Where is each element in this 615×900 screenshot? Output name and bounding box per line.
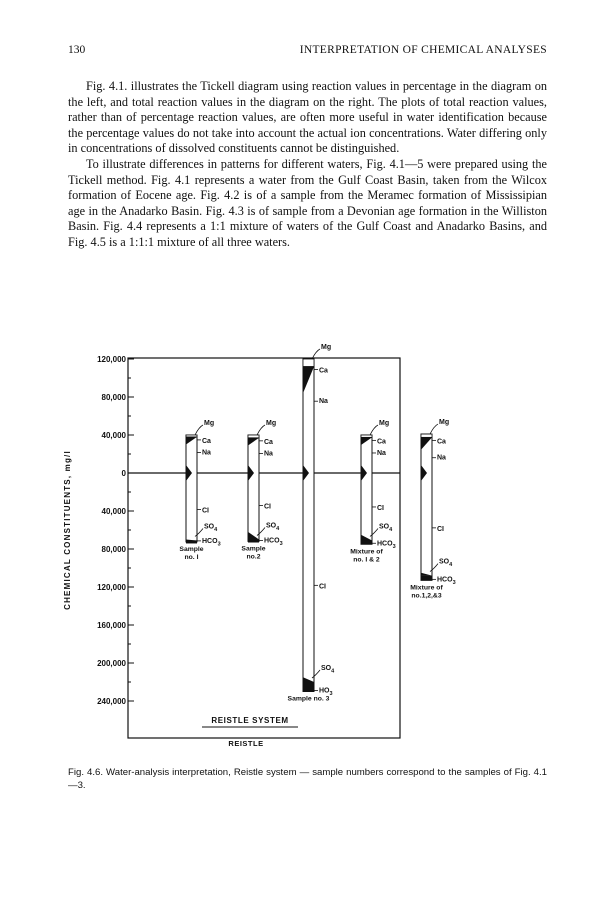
- sample-label: Mixture of: [350, 548, 383, 556]
- y-tick-label: 160,000: [97, 621, 126, 630]
- figure-title: REISTLE SYSTEM: [211, 716, 289, 725]
- hco3-segment: [186, 540, 197, 543]
- sample-label: no. I & 2: [353, 556, 380, 564]
- y-tick-label: 0: [121, 469, 126, 478]
- na-label: Na: [377, 449, 386, 457]
- so4-label: $SO_4$: [321, 665, 335, 675]
- sample-label: no.2: [246, 553, 261, 561]
- na-label: Na: [202, 449, 211, 457]
- hco3-label: $HCO_3$: [377, 540, 396, 550]
- hco3-label: $HCO_3$: [202, 537, 221, 548]
- y-axis-title: CHEMICAL CONSTITUENTS, mg/l: [63, 450, 72, 610]
- reistle-figure: [60, 344, 456, 750]
- sample-column-4: [350, 420, 395, 563]
- sample-column-5: [410, 419, 455, 599]
- paragraph-2: To illustrate differences in patterns for different waters, Fig. 4.1—5 were prepared using the Tickell method. Fig. 4.1 represents a water from the Gulf Coast Basin, taken from the Wilcox formation of Eocene age. Fig. 4.2 is of a sample from the Meramec formation of Mississipian age in the Anadarko Basin. Fig. 4.3 is of sample from a Devonian age formation in the Williston Basin. Fig. 4.4 represents a 1:1 mixture of waters of the Gulf Coast and Anadarko Basins, and Fig. 4.5 is a 1:1:1 mixture of all three waters.: [68, 156, 547, 249]
- figure-caption: Fig. 4.6. Water-analysis interpretation, Reistle system — sample numbers correspond to the samples of Fig. 4.1—3.: [68, 767, 547, 791]
- hco3-label: $HCO_3$: [264, 537, 283, 547]
- ca-label: Ca: [377, 438, 386, 446]
- ca-label: Ca: [264, 438, 273, 446]
- cl-label: CI: [437, 525, 444, 533]
- column-outline: [303, 359, 314, 692]
- mg-segment: [421, 434, 432, 437]
- mg-leader: [195, 425, 203, 435]
- running-head: INTERPRETATION OF CHEMICAL ANALYSES: [299, 44, 547, 56]
- y-tick-label: 80,000: [101, 545, 126, 554]
- so4-label: $SO_4$: [266, 522, 280, 532]
- cl-label: CI: [377, 504, 384, 512]
- sample-label: Sample no. 3: [287, 695, 330, 703]
- ca-label: Ca: [202, 437, 211, 445]
- sample-label: no. I: [184, 553, 199, 561]
- reistle-diagram: [60, 344, 456, 750]
- paragraph-1: Fig. 4.1. illustrates the Tickell diagram using reaction values in percentage in the diagram on the left, and total reaction values in the diagram on the right. The plots of total reaction values, rather than of percentage reaction values, are often more useful in water identification because the percentage values do not take into account the actual ion concentrations. Water differing only in concentrations of dissolved constituents cannot be distinguished.: [68, 79, 547, 156]
- bottom-label: REISTLE: [228, 739, 264, 748]
- sample-columns: [179, 344, 455, 703]
- hco3-segment: [248, 540, 259, 543]
- y-tick-label: 80,000: [101, 393, 126, 402]
- mg-label: Mg: [321, 344, 332, 351]
- mg-label: Mg: [204, 420, 215, 427]
- mg-leader: [257, 425, 265, 435]
- hco3-segment: [361, 540, 372, 544]
- y-axis-ticks: [128, 359, 134, 701]
- y-tick-label: 200,000: [97, 659, 126, 668]
- cl-label: CI: [264, 503, 271, 511]
- hco3-segment: [303, 682, 314, 692]
- y-tick-label: 240,000: [97, 697, 126, 706]
- mg-leader: [430, 424, 438, 434]
- mg-label: Mg: [266, 420, 277, 427]
- so4-label: $SO_4$: [379, 523, 393, 533]
- sample-label: Mixture of: [410, 584, 443, 592]
- y-tick-label: 120,000: [97, 355, 126, 364]
- mg-segment: [303, 359, 314, 367]
- y-tick-label: 120,000: [97, 583, 126, 592]
- ca-label: Ca: [437, 438, 446, 446]
- so4-label: $SO_4$: [439, 558, 453, 569]
- body-text: [68, 79, 547, 251]
- mg-label: Mg: [379, 420, 390, 427]
- column-outline: [361, 435, 372, 544]
- hco3-label: $HO_3$: [319, 687, 333, 697]
- hco3-segment: [421, 576, 432, 581]
- cl-label: CI: [202, 507, 209, 515]
- page-number: 130: [68, 44, 86, 56]
- sample-column-3: [288, 344, 336, 703]
- page-header: [68, 44, 547, 60]
- ca-label: Ca: [319, 367, 328, 375]
- mg-label: Mg: [439, 419, 450, 427]
- mg-leader: [370, 425, 378, 435]
- sample-label: no.1,2,&3: [411, 592, 442, 600]
- mg-segment: [248, 435, 259, 438]
- column-outline: [248, 435, 259, 541]
- na-label: Na: [264, 450, 273, 458]
- sample-label: Sample: [241, 545, 266, 553]
- sample-column-1: [179, 420, 220, 561]
- na-label: Na: [319, 398, 328, 406]
- column-outline: [186, 435, 197, 542]
- sample-column-2: [241, 420, 282, 560]
- na-label: Na: [437, 454, 446, 462]
- hco3-label: $HCO_3$: [437, 576, 456, 586]
- y-tick-label: 40,000: [101, 507, 126, 516]
- cl-label: CI: [319, 583, 326, 591]
- y-tick-label: 40,000: [101, 431, 126, 440]
- sample-label: Sample: [179, 545, 204, 553]
- column-outline: [421, 434, 432, 580]
- so4-label: $SO_4$: [204, 523, 218, 533]
